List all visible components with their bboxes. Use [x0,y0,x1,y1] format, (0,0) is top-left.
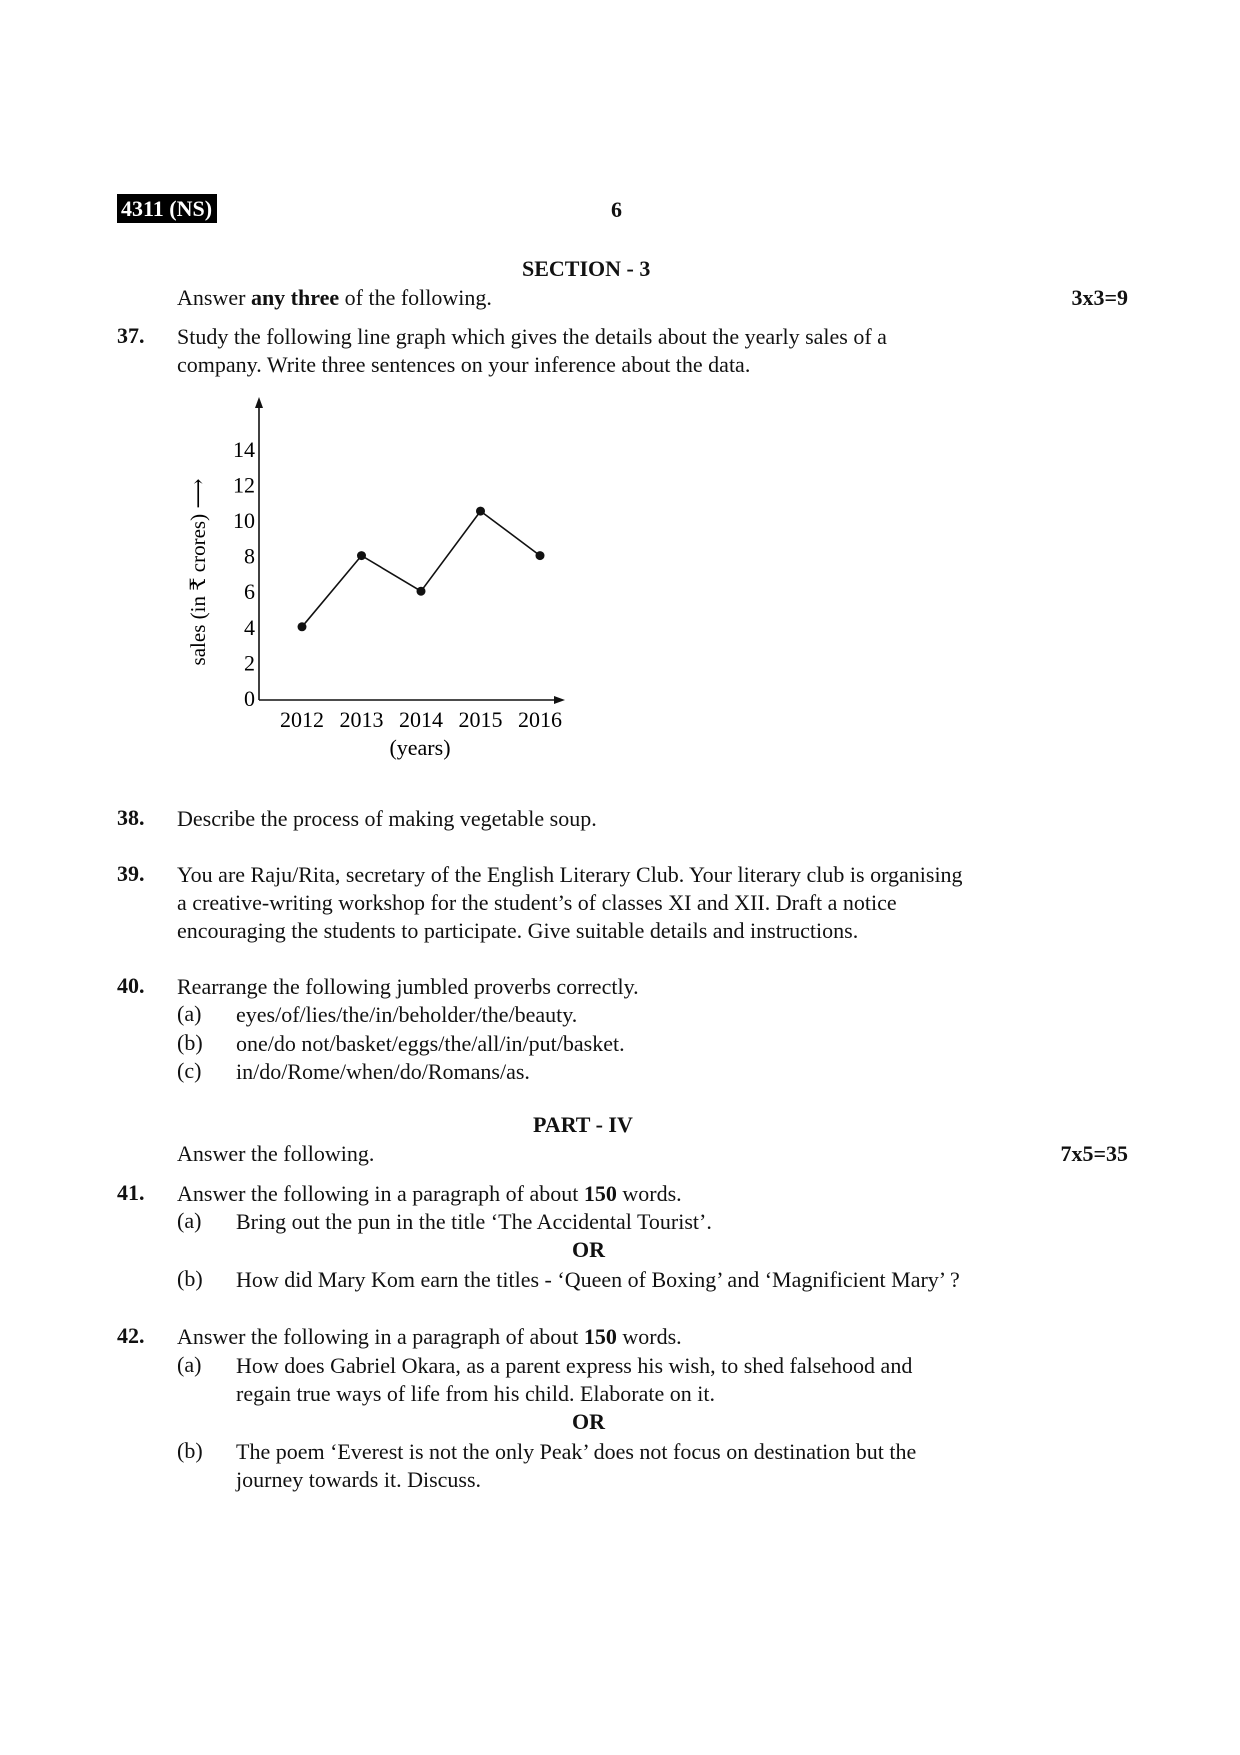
x-axis-arrow [554,696,565,704]
option-text: Bring out the pun in the title ‘The Accidental Tourist’. [236,1209,712,1234]
x-axis-label: (years) [389,735,451,760]
question-text: Answer the following in a paragraph of about 150 words. [177,1324,682,1349]
question-text: Study the following line graph which gives the details about the yearly sales of a company. Write three sentences on your inference about the data. [177,324,887,377]
data-points [298,507,545,632]
data-point-2016 [536,551,545,560]
question-number: 39. [117,861,145,886]
option-text: The poem ‘Everest is not the only Peak’ does not focus on destination but the journey towards it. Discuss. [236,1439,917,1492]
question-number: 42. [117,1323,145,1348]
y-tick-label: 12 [233,472,255,498]
question-number: 40. [117,973,145,998]
part-marks: 7x5=35 [1060,1141,1128,1166]
chart-axes [255,397,565,704]
part-title: PART - IV [533,1112,633,1137]
paper-code: 4311 (NS) [117,194,217,223]
option-label: (b) [177,1030,203,1055]
x-tick-label: 2012 [280,707,324,732]
option-label: (c) [177,1058,202,1083]
option-label: (b) [177,1438,203,1463]
option-text: How does Gabriel Okara, as a parent express his wish, to shed falsehood and regain true ways of life from his child. Elaborate on it. [236,1353,913,1406]
y-tick-label: 14 [233,436,255,462]
question-text: Answer the following in a paragraph of about 150 words. [177,1181,682,1206]
x-tick-label: 2016 [518,707,562,732]
data-point-2014 [417,587,426,596]
part-instruction: Answer the following. [177,1141,375,1166]
section-title: SECTION - 3 [522,256,651,281]
x-tick-labels [280,707,562,732]
data-point-2015 [476,507,485,516]
y-axis-label: sales (in ₹ crores) ⟶ [186,478,210,666]
question-number: 37. [117,323,145,348]
option-text: in/do/Rome/when/do/Romans/as. [236,1059,530,1084]
y-axis-arrow [255,397,263,408]
x-tick-label: 2013 [339,707,384,732]
y-tick-labels [233,437,255,711]
x-tick-label: 2015 [458,707,503,732]
option-label: (b) [177,1266,203,1291]
option-label: (a) [177,1208,202,1233]
data-point-2012 [298,622,307,631]
question-text: Rearrange the following jumbled proverbs correctly. [177,974,639,999]
section-marks: 3x3=9 [1071,285,1128,310]
option-text: eyes/of/lies/the/in/beholder/the/beauty. [236,1002,578,1027]
x-tick-label: 2014 [399,707,443,732]
option-label: (a) [177,1001,202,1026]
question-text: You are Raju/Rita, secretary of the English Literary Club. Your literary club is organising a creative-writing workshop for the student’s of classes XI and XII. Draft a notice encouraging the students to participate. Give suitable details and instructions. [177,862,963,943]
option-text: How did Mary Kom earn the titles - ‘Queen of Boxing’ and ‘Magnificient Mary’ ? [236,1267,960,1292]
data-point-2013 [357,551,366,560]
y-tick-label: 2 [244,650,255,676]
y-tick-label: 6 [244,579,255,605]
question-text: Describe the process of making vegetable soup. [177,806,597,831]
question-number: 41. [117,1180,145,1205]
series-line [302,511,540,627]
section-instruction: Answer any three of the following. [177,285,492,310]
page-number: 6 [611,197,622,222]
y-tick-label: 8 [244,543,255,569]
y-tick-label: 4 [244,614,255,640]
option-label: (a) [177,1352,202,1377]
question-number: 38. [117,805,145,830]
or-divider: OR [572,1237,605,1262]
or-divider: OR [572,1409,605,1434]
y-tick-label: 10 [233,508,255,533]
y-tick-label: 0 [244,686,255,711]
option-text: one/do not/basket/eggs/the/all/in/put/basket. [236,1031,625,1056]
sales-line-chart [0,0,1240,780]
